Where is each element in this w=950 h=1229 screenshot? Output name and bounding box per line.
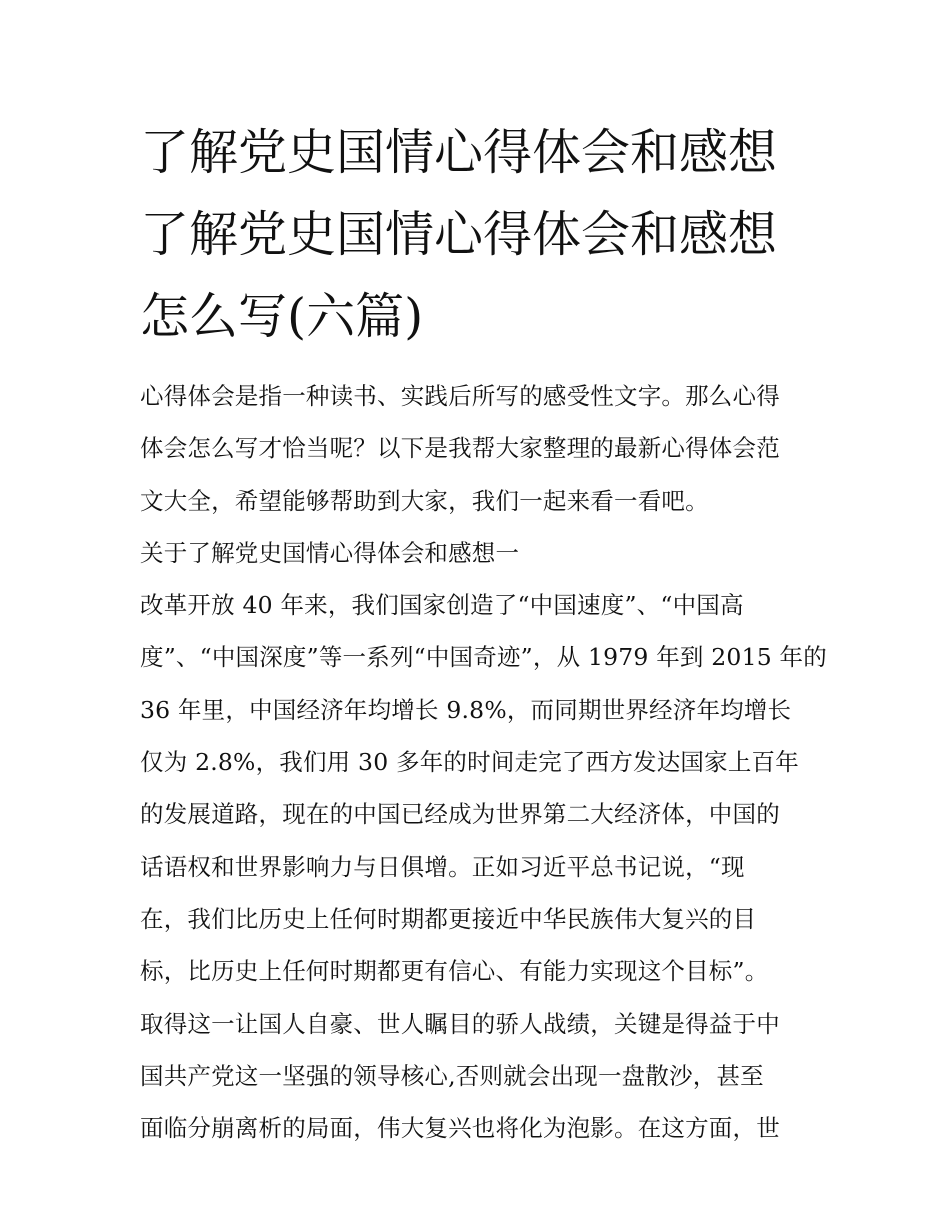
text-line: 在，我们比历史上任何时期都更接近中华民族伟大复兴的目 bbox=[140, 904, 757, 933]
text-line: 面临分崩离析的局面，伟大复兴也将化为泡影。在这方面，世 bbox=[140, 1114, 780, 1143]
text-line: 的发展道路，现在的中国已经成为世界第二大经济体，中国的 bbox=[140, 800, 780, 829]
document-page bbox=[140, 112, 827, 1154]
text-line: 文大全，希望能够帮助到大家，我们一起来看一看吧。 bbox=[140, 486, 709, 515]
text-line: 仅为 2.8%，我们用 30 多年的时间走完了西方发达国家上百年 bbox=[140, 748, 799, 777]
text-line: 取得这一让国人自豪、世人瞩目的骄人战绩，关键是得益于中 bbox=[140, 1009, 780, 1038]
text-line: 国共产党这一坚强的领导核心,否则就会出现一盘散沙，甚至 bbox=[140, 1061, 764, 1090]
title-line: 了解党史国情心得体会和感想 bbox=[140, 124, 778, 181]
text-line: 体会怎么写才恰当呢？以下是我帮大家整理的最新心得体会范 bbox=[140, 434, 780, 463]
text-line: 话语权和世界影响力与日俱增。正如习近平总书记说，“现 bbox=[140, 852, 745, 881]
document-title bbox=[140, 112, 820, 358]
intro-paragraph bbox=[140, 370, 820, 527]
text-line: 关于了解党史国情心得体会和感想一 bbox=[140, 538, 520, 567]
title-line: 了解党史国情心得体会和感想 bbox=[140, 206, 778, 263]
text-line: 度”、“中国深度”等一系列“中国奇迹”，从 1979 年到 2015 年的 bbox=[140, 643, 827, 672]
text-line: 标，比历史上任何时期都更有信心、有能力实现这个目标”。 bbox=[140, 957, 769, 986]
section-heading bbox=[140, 527, 820, 579]
document-body bbox=[140, 370, 827, 1154]
text-line: 心得体会是指一种读书、实践后所写的感受性文字。那么心得 bbox=[140, 382, 780, 410]
text-line: 改革开放 40 年来，我们国家创造了“中国速度”、“中国高 bbox=[140, 591, 744, 620]
title-line: 怎么写(六篇) bbox=[140, 288, 424, 345]
text-line: 36 年里，中国经济年均增长 9.8%，而同期世界经济年均增长 bbox=[140, 695, 792, 724]
body-paragraph bbox=[140, 579, 827, 1154]
